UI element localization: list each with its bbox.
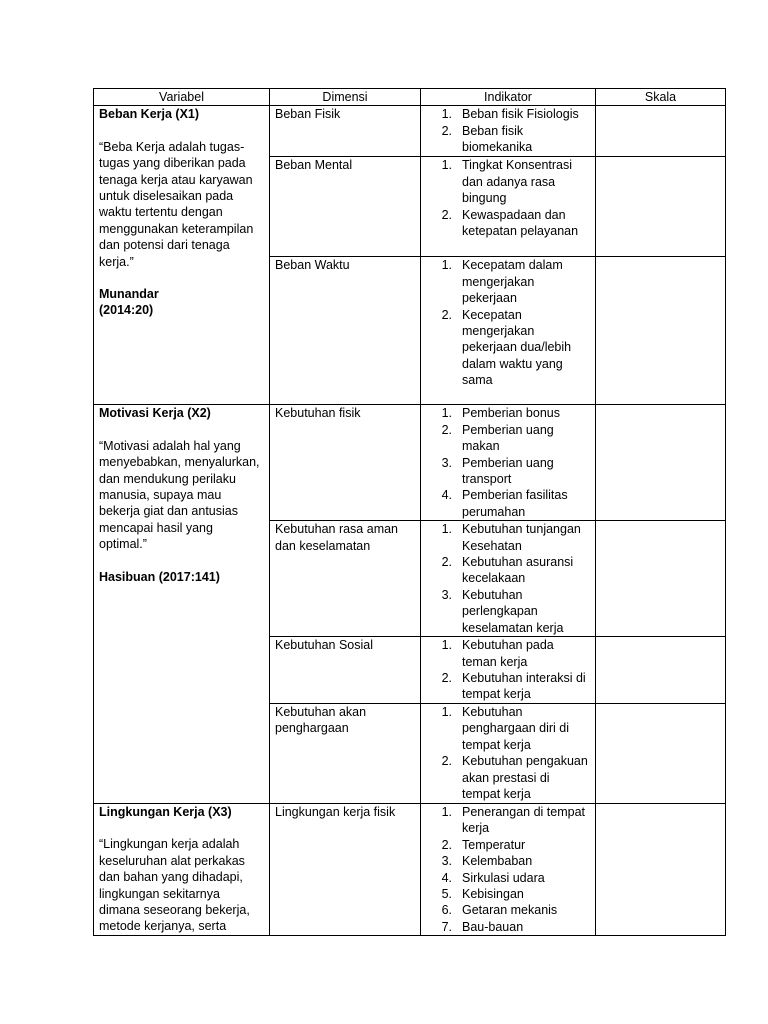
indicator-list — [426, 106, 590, 155]
indicator-number: 2. — [441, 422, 452, 437]
dimension-label: Kebutuhan akan penghargaan — [275, 704, 367, 736]
dimension-cell — [270, 521, 421, 637]
variable-cell — [94, 106, 270, 405]
table-body — [94, 106, 726, 936]
indicator-text: Pemberian uang transport — [462, 455, 554, 487]
indicator-text: Pemberian fasilitas perumahan — [462, 488, 568, 519]
variable-cell — [94, 405, 270, 803]
indicator-text: Kebutuhan perlengkapan keselamatan kerja — [462, 587, 564, 635]
indicator-text: Penerangan di tempat kerja — [462, 804, 586, 836]
list-item — [426, 422, 590, 455]
variable-source-year: (2014:20) — [99, 303, 154, 318]
variable-table — [93, 88, 726, 936]
dimension-label: Kebutuhan fisik — [275, 406, 361, 421]
scale-cell — [596, 257, 726, 405]
indicator-number: 3. — [441, 455, 452, 470]
indicator-text: Kewaspadaan dan ketepatan pelayanan — [462, 207, 579, 239]
indicator-number: 1. — [441, 522, 452, 537]
indicator-number: 1. — [441, 804, 452, 819]
indicator-number: 3. — [441, 854, 452, 869]
indicator-number: 3. — [441, 587, 452, 602]
list-item — [426, 804, 590, 837]
header-indikator: Indikator — [421, 89, 596, 106]
variable-title: Lingkungan Kerja (X3) — [99, 804, 232, 819]
dimension-label: Beban Waktu — [275, 258, 350, 273]
indicator-number: 2. — [441, 207, 452, 222]
dimension-label: Kebutuhan rasa aman dan keselamatan — [275, 522, 399, 553]
indicator-number: 1. — [441, 406, 452, 421]
indicator-text: Kelembaban — [462, 854, 533, 869]
indicator-text: Getaran mekanis — [462, 903, 558, 918]
list-item — [426, 554, 590, 587]
list-item — [426, 487, 590, 520]
indicator-number: 2. — [441, 555, 452, 570]
indicator-text: Beban fisik Fisiologis — [462, 107, 579, 122]
indicator-number: 1. — [441, 638, 452, 653]
scale-cell — [596, 521, 726, 637]
variable-title: Motivasi Kerja (X2) — [99, 406, 211, 421]
indicator-text: Kebisingan — [462, 886, 524, 901]
variable-definition: “Beba Kerja adalah tugas-tugas yang diberikan pada tenaga kerja atau karyawan untuk diselesaikan pada waktu tertentu dengan menggunakan keterampilan dan potensi dari tenaga kerja.” — [99, 139, 254, 269]
scale-cell — [596, 405, 726, 521]
list-item — [426, 587, 590, 636]
list-item — [426, 207, 590, 240]
dimension-cell — [270, 803, 421, 935]
table-row — [94, 405, 726, 521]
indicator-list — [426, 804, 590, 935]
indicator-number: 2. — [441, 837, 452, 852]
indicator-list — [426, 257, 590, 388]
indicator-text: Pemberian bonus — [462, 406, 560, 421]
indicator-number: 2. — [441, 671, 452, 686]
list-item — [426, 257, 590, 306]
indicator-text: Kecepatan mengerjakan pekerjaan dua/lebih dalam waktu yang sama — [462, 307, 572, 388]
indicator-list — [426, 637, 590, 703]
table-row — [94, 803, 726, 935]
list-item — [426, 919, 590, 935]
indicator-number: 2. — [441, 123, 452, 138]
dimension-label: Lingkungan kerja fisik — [275, 804, 396, 819]
scale-cell — [596, 703, 726, 803]
dimension-label: Beban Mental — [275, 158, 353, 173]
indicator-cell — [421, 257, 596, 405]
list-item — [426, 902, 590, 918]
indicator-number: 6. — [441, 903, 452, 918]
indicator-text: Beban fisik biomekanika — [462, 123, 533, 155]
indicator-text: Temperatur — [462, 837, 526, 852]
list-item — [426, 521, 590, 554]
dimension-cell — [270, 257, 421, 405]
indicator-number: 5. — [441, 886, 452, 901]
dimension-cell — [270, 157, 421, 257]
indicator-number: 1. — [441, 107, 452, 122]
indicator-cell — [421, 803, 596, 935]
indicator-number: 1. — [441, 704, 452, 719]
indicator-list — [426, 521, 590, 636]
indicator-number: 1. — [441, 158, 452, 173]
list-item — [426, 157, 590, 206]
indicator-text: Pemberian uang makan — [462, 422, 554, 454]
indicator-text: Sirkulasi udara — [462, 870, 545, 885]
indicator-list — [426, 704, 590, 802]
dimension-cell — [270, 405, 421, 521]
indicator-cell — [421, 106, 596, 157]
indicator-list — [426, 157, 590, 239]
indicator-number: 7. — [441, 919, 452, 934]
indicator-number: 4. — [441, 870, 452, 885]
dimension-cell — [270, 106, 421, 157]
variable-definition: “Lingkungan kerja adalah keseluruhan alat perkakas dan bahan yang dihadapi, lingkungan sekitarnya dimana seseorang bekerja, metode kerjanya, serta — [99, 837, 250, 934]
header-variabel: Variabel — [94, 89, 270, 106]
variable-source-author: Hasibuan (2017:141) — [99, 569, 220, 584]
header-row — [94, 89, 726, 106]
variable-source-author: Munandar — [99, 287, 159, 302]
indicator-number: 4. — [441, 488, 452, 503]
list-item — [426, 670, 590, 703]
indicator-text: Kebutuhan tunjangan Kesehatan — [462, 522, 581, 553]
list-item — [426, 886, 590, 902]
variable-title: Beban Kerja (X1) — [99, 107, 200, 122]
dimension-label: Kebutuhan Sosial — [275, 638, 373, 653]
dimension-cell — [270, 703, 421, 803]
indicator-text: Kebutuhan penghargaan diri di tempat kerja — [462, 704, 570, 752]
list-item — [426, 837, 590, 853]
list-item — [426, 106, 590, 122]
header-dimensi: Dimensi — [270, 89, 421, 106]
indicator-list — [426, 405, 590, 520]
indicator-text: Kebutuhan pada teman kerja — [462, 638, 554, 669]
variable-cell — [94, 803, 270, 935]
scale-cell — [596, 106, 726, 157]
indicator-cell — [421, 703, 596, 803]
scale-cell — [596, 637, 726, 704]
scale-cell — [596, 803, 726, 935]
indicator-number: 2. — [441, 307, 452, 322]
indicator-text: Kebutuhan asuransi kecelakaan — [462, 555, 574, 586]
list-item — [426, 307, 590, 389]
list-item — [426, 405, 590, 421]
indicator-text: Kecepatam dalam mengerjakan pekerjaan — [462, 258, 563, 306]
header-skala: Skala — [596, 89, 726, 106]
list-item — [426, 853, 590, 869]
list-item — [426, 753, 590, 802]
indicator-number: 2. — [441, 754, 452, 769]
indicator-text: Kebutuhan pengakuan akan prestasi di tempat kerja — [462, 754, 588, 801]
list-item — [426, 455, 590, 488]
list-item — [426, 637, 590, 670]
scale-cell — [596, 157, 726, 257]
list-item — [426, 123, 590, 156]
indicator-text: Tingkat Konsentrasi dan adanya rasa bingung — [462, 158, 573, 206]
list-item — [426, 870, 590, 886]
indicator-cell — [421, 521, 596, 637]
indicator-text: Bau-bauan — [462, 919, 524, 934]
indicator-text: Kebutuhan interaksi di tempat kerja — [462, 671, 586, 702]
indicator-cell — [421, 157, 596, 257]
table-row — [94, 106, 726, 157]
dimension-label: Beban Fisik — [275, 107, 341, 122]
indicator-number: 1. — [441, 258, 452, 273]
indicator-cell — [421, 405, 596, 521]
dimension-cell — [270, 637, 421, 704]
indicator-cell — [421, 637, 596, 704]
variable-definition: “Motivasi adalah hal yang menyebabkan, menyalurkan, dan mendukung perilaku manusia, supaya mau bekerja giat dan antusias mencapai hasil yang optimal.” — [99, 438, 260, 552]
list-item — [426, 704, 590, 753]
